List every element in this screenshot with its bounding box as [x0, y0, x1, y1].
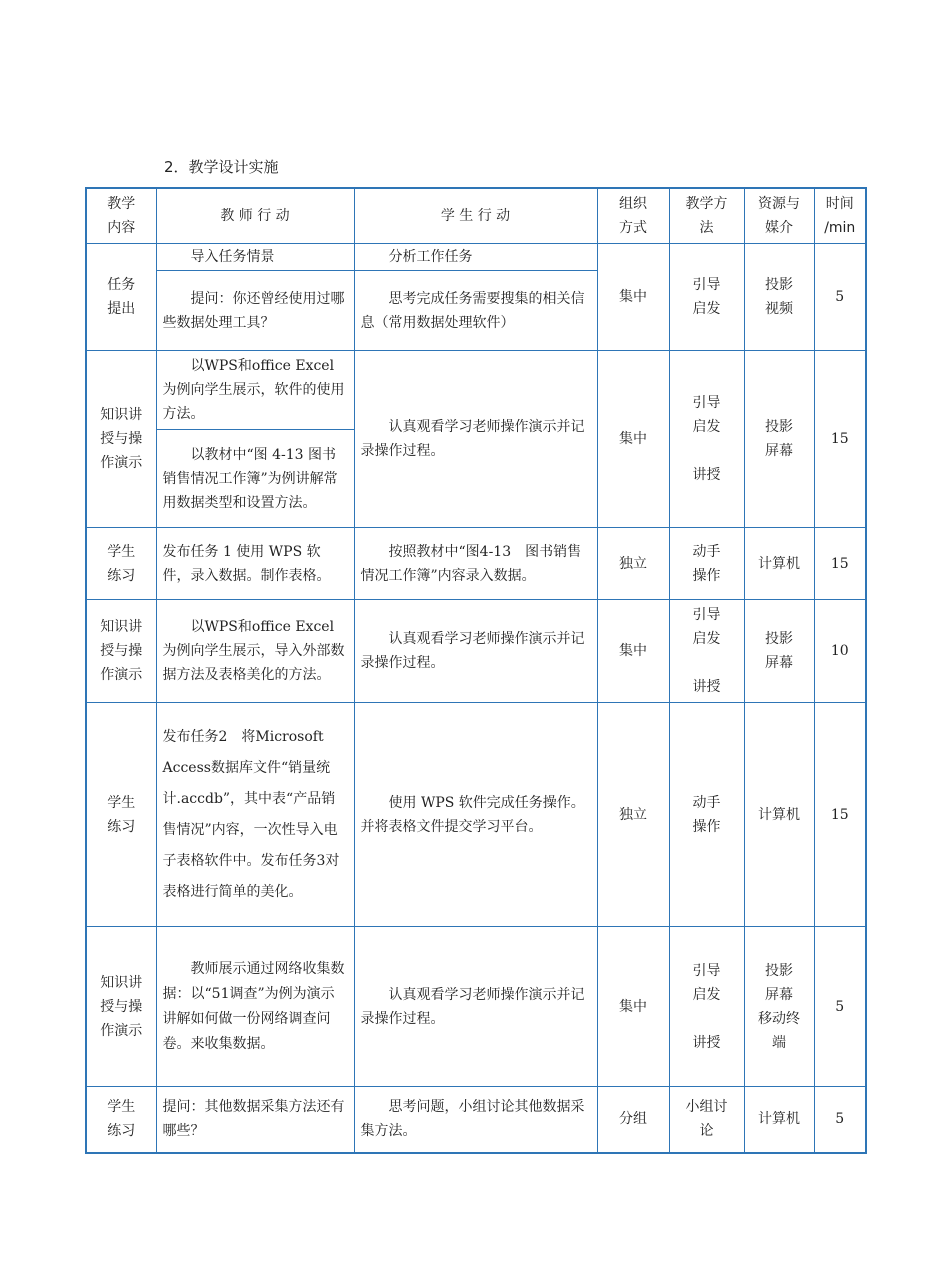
teacher-action: 以WPS和office Excel为例向学生展示，导入外部数据方法及表格美化的方法。: [156, 600, 354, 703]
method-cell: 引导 启发 讲授: [669, 351, 744, 528]
teacher-action: 发布任务2 将Microsoft Access数据库文件“销量统计.accdb”，其中表“产品销售情况”内容，一次性导入电子表格软件中。发布任务3对表格进行简单的美化。: [156, 703, 354, 927]
time-cell: 5: [814, 244, 866, 351]
org-cell: 集中: [597, 244, 669, 351]
resource-cell: 计算机: [744, 703, 814, 927]
time-cell: 15: [814, 528, 866, 600]
table-row: [86, 1087, 866, 1153]
teacher-action: 教师展示通过网络收集数据：以“51调查”为例为演示讲解如何做一份网络调查问卷。来收集数据。: [156, 927, 354, 1087]
time-cell: 10: [814, 600, 866, 703]
header-student: 学 生 行 动: [354, 188, 597, 244]
stage-cell: 任务 提出: [86, 244, 156, 351]
org-cell: 集中: [597, 927, 669, 1087]
table-row: [86, 927, 866, 1087]
header-row: [86, 188, 866, 244]
time-cell: 5: [814, 927, 866, 1087]
teacher-action: 提问：其他数据采集方法还有哪些？: [156, 1087, 354, 1153]
method-cell: 动手 操作: [669, 528, 744, 600]
org-cell: 分组: [597, 1087, 669, 1153]
method-cell: 引导 启发 讲授: [669, 927, 744, 1087]
table-row: [86, 244, 866, 271]
header-method: 教学方 法: [669, 188, 744, 244]
student-action: 分析工作任务: [354, 244, 597, 271]
method-cell: 动手 操作: [669, 703, 744, 927]
teacher-action: 导入任务情景: [156, 244, 354, 271]
org-cell: 集中: [597, 351, 669, 528]
student-action: 认真观看学习老师操作演示并记录操作过程。: [354, 351, 597, 528]
method-cell: 引导 启发 讲授: [669, 600, 744, 703]
time-cell: 15: [814, 703, 866, 927]
resource-cell: 计算机: [744, 1087, 814, 1153]
method-cell: 小组讨 论: [669, 1087, 744, 1153]
resource-cell: 计算机: [744, 528, 814, 600]
table-row: [86, 703, 866, 927]
stage-cell: 知识讲 授与操 作演示: [86, 927, 156, 1087]
resource-cell: 投影 屏幕: [744, 600, 814, 703]
student-action: 使用 WPS 软件完成任务操作。并将表格文件提交学习平台。: [354, 703, 597, 927]
resource-cell: 投影 屏幕: [744, 351, 814, 528]
header-teacher: 教 师 行 动: [156, 188, 354, 244]
stage-cell: 学生 练习: [86, 703, 156, 927]
table-row: [86, 600, 866, 703]
time-cell: 5: [814, 1087, 866, 1153]
stage-cell: 学生 练习: [86, 1087, 156, 1153]
teacher-action: 以教材中“图 4-13 图书销售情况工作簿”为例讲解常用数据类型和设置方法。: [156, 430, 354, 528]
teacher-action: 以WPS和office Excel为例向学生展示，软件的使用方法。: [156, 351, 354, 430]
resource-cell: 投影 视频: [744, 244, 814, 351]
time-cell: 15: [814, 351, 866, 528]
stage-cell: 知识讲 授与操 作演示: [86, 351, 156, 528]
org-cell: 独立: [597, 703, 669, 927]
student-action: 认真观看学习老师操作演示并记录操作过程。: [354, 600, 597, 703]
student-action: 思考完成任务需要搜集的相关信息（常用数据处理软件）: [354, 271, 597, 351]
resource-cell: 投影 屏幕 移动终 端: [744, 927, 814, 1087]
table-row: [86, 528, 866, 600]
stage-cell: 学生 练习: [86, 528, 156, 600]
method-cell: 引导 启发: [669, 244, 744, 351]
student-action: 认真观看学习老师操作演示并记录操作过程。: [354, 927, 597, 1087]
stage-cell: 知识讲 授与操 作演示: [86, 600, 156, 703]
student-action: 思考问题，小组讨论其他数据采集方法。: [354, 1087, 597, 1153]
section-heading: 2．教学设计实施: [164, 158, 279, 176]
teacher-action: 发布任务 1 使用 WPS 软件，录入数据。制作表格。: [156, 528, 354, 600]
header-resource: 资源与 媒介: [744, 188, 814, 244]
header-content: 教学 内容: [86, 188, 156, 244]
lesson-plan-table: [85, 187, 867, 1154]
table-row: [86, 351, 866, 430]
header-org: 组织 方式: [597, 188, 669, 244]
teacher-action: 提问：你还曾经使用过哪些数据处理工具？: [156, 271, 354, 351]
header-time: 时间 /min: [814, 188, 866, 244]
org-cell: 集中: [597, 600, 669, 703]
student-action: 按照教材中“图4-13 图书销售情况工作簿”内容录入数据。: [354, 528, 597, 600]
org-cell: 独立: [597, 528, 669, 600]
